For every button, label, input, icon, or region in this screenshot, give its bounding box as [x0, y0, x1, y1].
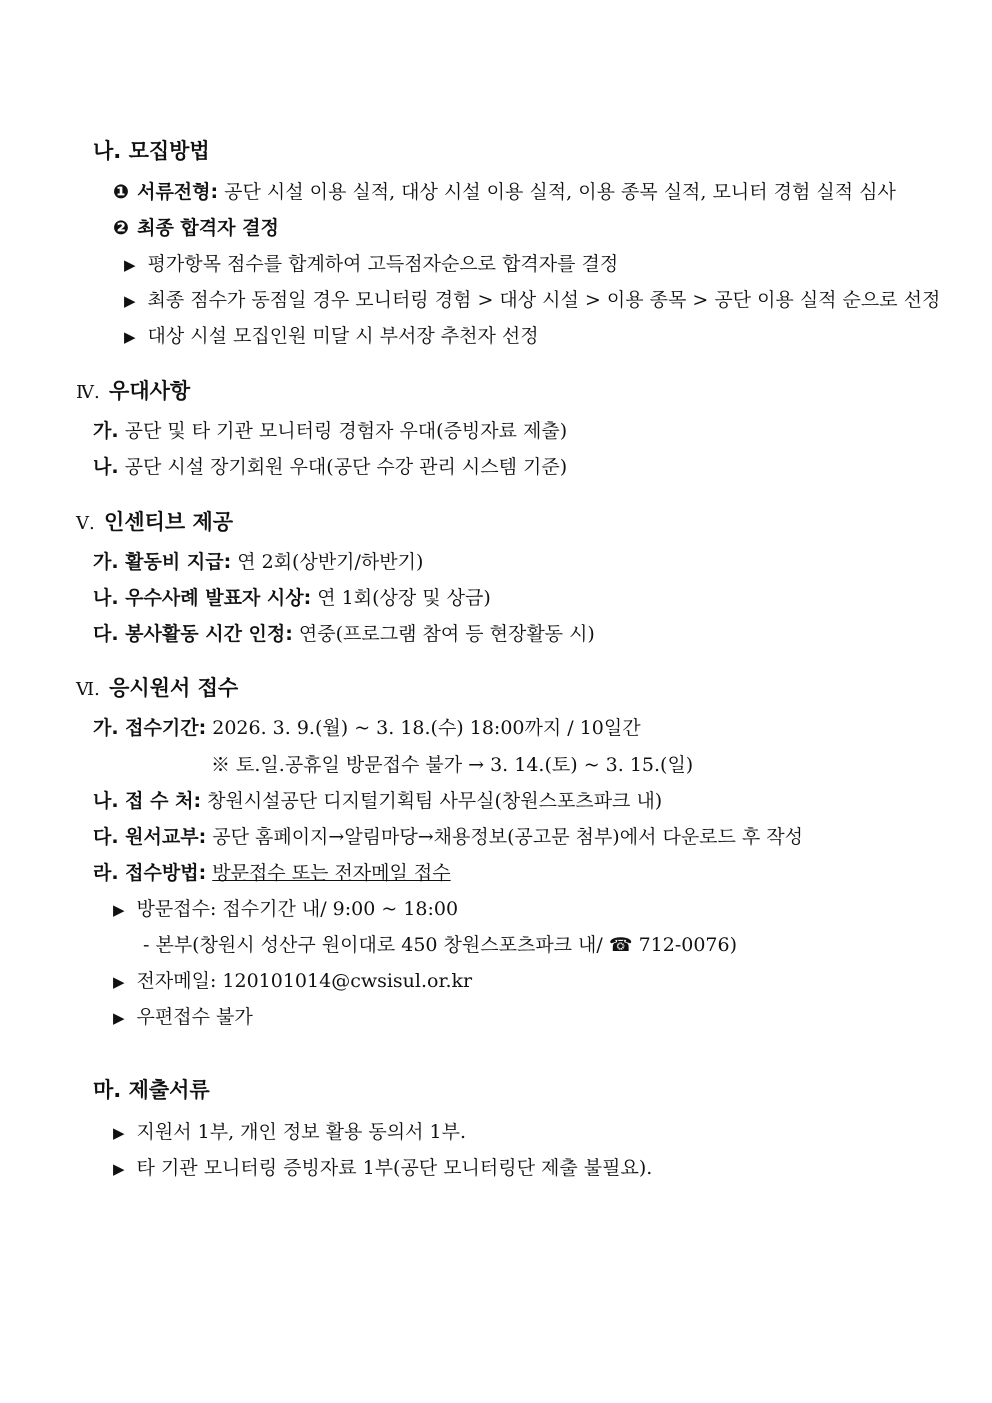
number-two-marker: ❷: [113, 217, 130, 239]
section-title-text: 우대사항: [101, 379, 191, 403]
preference-item-a: [93, 418, 567, 444]
number-one-marker: ❶: [113, 181, 130, 203]
application-period-note: ※ 토.일.공휴일 방문접수 불가 → 3. 14.(토) ~ 3. 15.(일): [211, 754, 694, 776]
incentive-item-a: [93, 549, 423, 575]
section-title-application: [76, 675, 238, 703]
item-text: 공단 시설 장기회원 우대(공단 수강 관리 시스템 기준): [118, 456, 568, 478]
final-selection-item: [113, 215, 279, 241]
section-numeral: Ⅳ.: [76, 382, 100, 403]
bullet-triangle-icon: ▶: [124, 256, 136, 274]
item-text-underlined: 방문접수 또는 전자메일 접수: [212, 862, 451, 884]
phone-number: 712-0076): [632, 934, 738, 956]
list-item: [113, 1119, 466, 1146]
list-item: [113, 1155, 652, 1182]
item-label: 다. 봉사활동 시간 인정:: [93, 623, 293, 645]
bullet-triangle-icon: ▶: [113, 973, 125, 991]
list-item-text: 전자메일: 120101014@cwsisul.or.kr: [136, 970, 473, 992]
section-numeral: Ⅴ.: [76, 513, 95, 534]
item-label: 나. 접 수 처:: [93, 790, 202, 812]
bullet-triangle-icon: ▶: [124, 292, 136, 310]
section-numeral: Ⅵ.: [76, 679, 100, 700]
item-text: 연 2회(상반기/하반기): [231, 551, 424, 573]
visit-address: [143, 932, 737, 958]
list-item: [124, 251, 618, 278]
final-selection-label: 최종 합격자 결정: [137, 217, 279, 239]
list-item-text: 최종 점수가 동점일 경우 모니터링 경험 > 대상 시설 > 이용 종목 > 공단 이용 실적 순으로 선정: [147, 289, 941, 311]
bullet-triangle-icon: ▶: [113, 1009, 125, 1027]
list-item: [113, 896, 458, 923]
bullet-triangle-icon: ▶: [124, 328, 136, 346]
list-item-text: 평가항목 점수를 합계하여 고득점자순으로 합격자를 결정: [147, 253, 619, 275]
section-title-text: 응시원서 접수: [101, 676, 239, 700]
item-label: 라. 접수방법:: [93, 862, 207, 884]
phone-icon: ☎: [608, 934, 633, 956]
list-item-text: 방문접수: 접수기간 내/ 9:00 ~ 18:00: [136, 898, 459, 920]
application-form-distribution: [93, 824, 803, 850]
item-label: 나.: [93, 456, 119, 478]
bullet-triangle-icon: ▶: [113, 901, 125, 919]
section-title-text: 인센티브 제공: [96, 510, 234, 534]
list-item: [113, 1004, 253, 1031]
list-item-text: 우편접수 불가: [136, 1006, 253, 1028]
document-screening-text: 공단 시설 이용 실적, 대상 시설 이용 실적, 이용 종목 실적, 모니터 경험 실적 심사: [218, 181, 896, 203]
list-item: [124, 287, 940, 314]
section-title-preferences: [76, 378, 190, 406]
item-label: 가.: [93, 420, 119, 442]
item-text: 공단 홈페이지→알림마당→채용정보(공고문 첨부)에서 다운로드 후 작성: [206, 826, 804, 848]
incentive-item-c: [93, 621, 595, 647]
item-text: 창원시설공단 디지털기획팀 사무실(창원스포츠파크 내): [201, 790, 663, 812]
item-label: 가. 접수기간:: [93, 717, 207, 739]
document-screening-item: [113, 179, 896, 205]
item-text: 공단 및 타 기관 모니터링 경험자 우대(증빙자료 제출): [118, 420, 568, 442]
section-title-incentives: [76, 509, 233, 537]
list-item: [113, 968, 472, 995]
item-text: 2026. 3. 9.(월) ~ 3. 18.(수) 18:00까지 / 10일간: [206, 717, 641, 739]
list-item: [124, 323, 539, 350]
document-screening-label: 서류전형:: [137, 181, 219, 203]
application-period: [93, 715, 641, 741]
incentive-item-b: [93, 585, 491, 611]
item-text: 연중(프로그램 참여 등 현장활동 시): [292, 623, 595, 645]
address-text: - 본부(창원시 성산구 원이대로 450 창원스포츠파크 내/: [143, 934, 609, 956]
item-text: 연 1회(상장 및 상금): [311, 587, 491, 609]
list-item-text: 지원서 1부, 개인 정보 활용 동의서 1부.: [136, 1121, 466, 1143]
list-item-text: 타 기관 모니터링 증빙자료 1부(공단 모니터링단 제출 불필요).: [136, 1157, 653, 1179]
section-title-required-documents: 마. 제출서류: [93, 1078, 210, 1102]
preference-item-b: [93, 454, 567, 480]
section-title-recruitment-method: 나. 모집방법: [93, 139, 210, 163]
application-method: [93, 860, 451, 886]
bullet-triangle-icon: ▶: [113, 1124, 125, 1142]
bullet-triangle-icon: ▶: [113, 1160, 125, 1178]
application-place: [93, 788, 662, 814]
list-item-text: 대상 시설 모집인원 미달 시 부서장 추천자 선정: [147, 325, 539, 347]
item-label: 가. 활동비 지급:: [93, 551, 232, 573]
item-label: 나. 우수사례 발표자 시상:: [93, 587, 312, 609]
item-label: 다. 원서교부:: [93, 826, 207, 848]
